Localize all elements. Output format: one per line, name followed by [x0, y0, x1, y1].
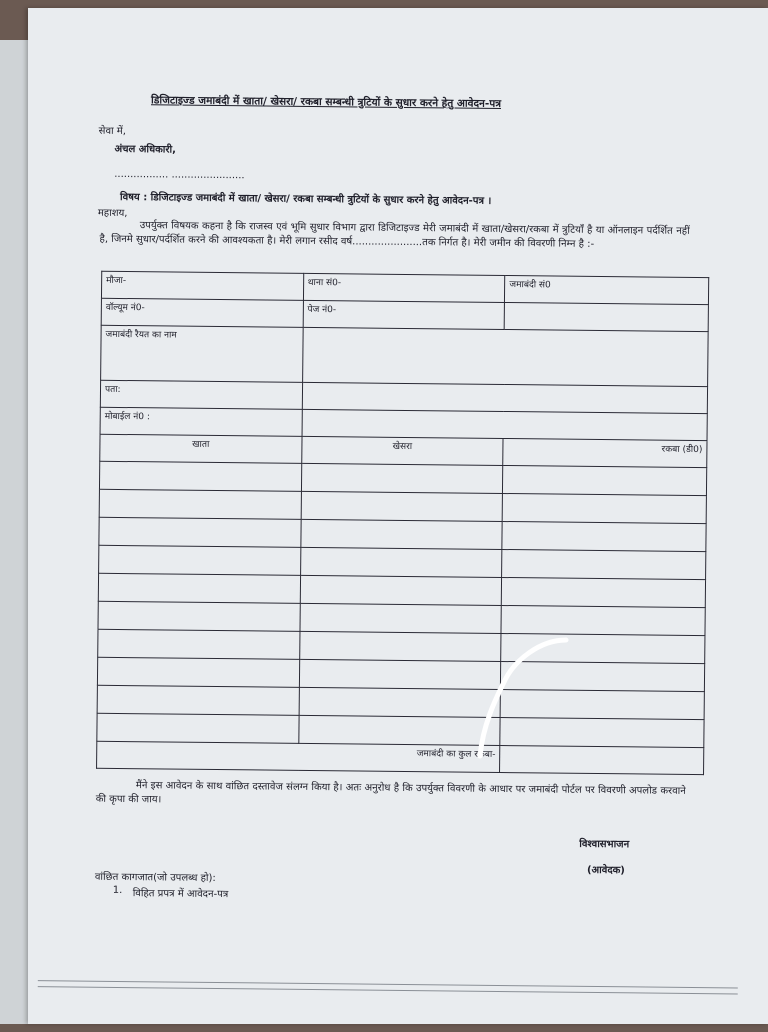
form-title: डिजिटाइज्ड जमाबंदी में खाता/ खेसरा/ रकबा सम्बन्धी त्रुटियों के सुधार करने हेतु आवेदन-पत्र	[150, 94, 502, 110]
mobile-cell: मोबाईल नं0 :	[100, 407, 302, 436]
to-line: सेवा में,	[98, 125, 127, 138]
raiyat-name-value-cell	[302, 327, 708, 386]
address-value-cell	[302, 382, 708, 413]
raiyat-name-cell: जमाबंदी रैयत का नाम	[101, 325, 303, 382]
closing-paragraph: मैंने इस आवेदन के साथ वांछित दस्तावेज संलग्न किया है। अतः अनुरोध है कि उपर्युक्त विवरणी के आधार पर जमाबंदी पोर्टल पर विवरणी अपलोड करवाने की कृपा की जाय।	[95, 780, 686, 806]
total-rakba-value-cell	[500, 745, 704, 774]
mobile-value-cell	[302, 409, 708, 440]
address-cell: पता:	[100, 380, 302, 409]
applicant-label: (आवेदक)	[586, 864, 625, 877]
blank-cell	[504, 303, 708, 332]
thana-no-cell: थाना सं0-	[303, 273, 505, 302]
column-header-rakba: रकबा (डी0)	[503, 439, 707, 468]
jamabandi-no-cell: जमाबंदी सं0	[505, 276, 709, 305]
table-row	[101, 325, 709, 386]
salutation: महाशय,	[97, 207, 128, 220]
page-no-cell: पेज नं0-	[303, 300, 505, 329]
paper-sheet	[28, 8, 768, 1024]
total-rakba-label: जमाबंदी का कुल रकबा-	[97, 741, 501, 772]
body-paragraph: उपर्युक्त विषयक कहना है कि राजस्व एवं भूमि सुधार विभाग द्वारा डिजिटाइज्ड मेरी जमाबंदी में खाता/खेसरा/रकबा में त्रुटियाँ है या ऑनलाइन पर्दर्शित नहीं है, जिनमे सुधार/पर्दर्शित करने की आवश्यकता है। मेरी लगान रसीद वर्ष......................तक निर्गत है। मेरी जमीन की विवरणी निम्न है :-	[99, 220, 690, 250]
land-details-table	[96, 271, 709, 775]
enclosures-heading: वांछित कागजात(जो उपलब्ध हो):	[94, 871, 216, 885]
application-form-page	[17, 8, 768, 1032]
addressee: अंचल अधिकारी,	[114, 143, 176, 156]
enclosure-number: 1.	[112, 884, 123, 897]
total-row	[97, 741, 704, 774]
enclosure-item: विहित प्रपत्र में आवेदन-पत्र	[132, 888, 229, 901]
subject-line: विषय : डिजिटाइज्ड जमाबंदी में खाता/ खेसरा/ रकबा सम्बन्धी त्रुटियों के सुधार करने हेतु आवेदन-पत्र ।	[119, 191, 492, 207]
address-placeholder: ................. .......................	[114, 168, 245, 182]
mauja-cell: मौजा-	[101, 271, 303, 300]
column-header-khesra: खेसरा	[301, 436, 503, 465]
volume-no-cell: वॉल्यूम नं0-	[101, 298, 303, 327]
sign-off: विश्वासभाजन	[579, 838, 630, 851]
column-header-khata: खाता	[100, 434, 302, 463]
